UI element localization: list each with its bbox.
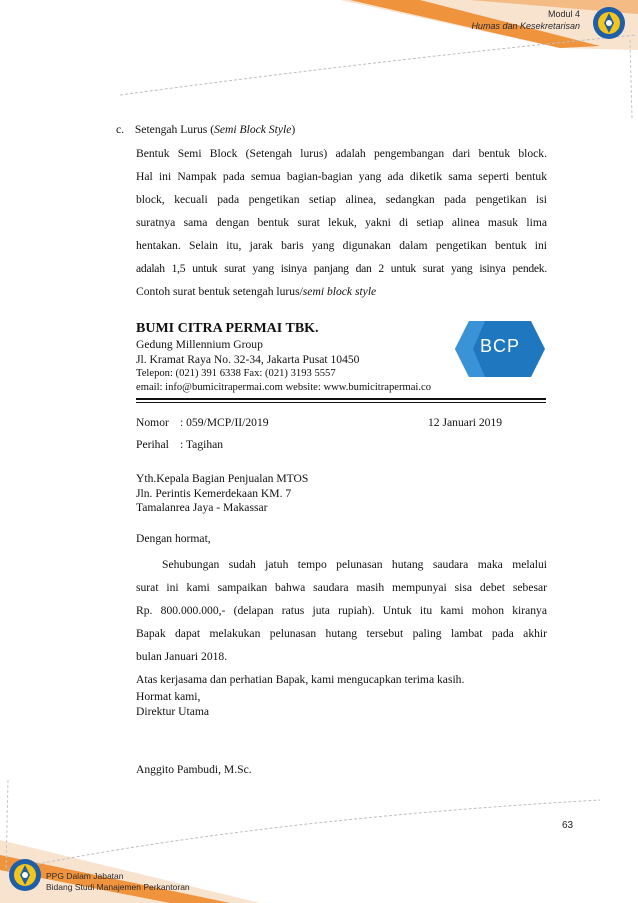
perihal-row	[136, 433, 223, 456]
module-label: Modul 4	[547, 9, 580, 19]
paragraph-line: adalah 1,5 untuk surat yang isinya panjang dan 2 untuk surat yang isinya pendek.	[136, 262, 547, 275]
salutation: Dengan hormat,	[136, 532, 211, 545]
perihal-label: Perihal	[136, 438, 169, 451]
page-number: 63	[562, 820, 574, 831]
paragraph-line: suratnya sama dengan bentuk surat lekuk, yakni di setiap alinea masuk lima	[136, 216, 547, 229]
letter-body-line: Sehubungan sudah jatuh tempo pelunasan hutang saudara maka melalui	[162, 558, 547, 571]
company-name: BUMI CITRA PERMAI TBK.	[136, 321, 319, 336]
paragraph-line: Bentuk Semi Block (Setengah lurus) adalah pengembangan dari bentuk block.	[136, 147, 547, 160]
section-title-close: )	[291, 123, 296, 136]
section-title-plain: Setengah Lurus (	[134, 123, 215, 136]
letter-date: 12 Januari 2019	[428, 416, 503, 429]
footer-line-1: PPG Dalam Jabatan	[46, 871, 124, 881]
nomor-value: : 059/MCP/II/2019	[180, 416, 269, 429]
regards-block	[136, 690, 209, 719]
section-heading	[116, 118, 295, 141]
letter-body-line: Rp. 800.000.000,- (delapan ratus juta rupiah). Untuk itu kami mohon kiranya	[136, 604, 547, 617]
footer-emblem-icon	[8, 858, 42, 892]
emblem-icon	[592, 6, 626, 40]
example-caption: Contoh surat bentuk setengah lurus/semi block style	[136, 285, 377, 298]
recipient-line: Yth.Kepala Bagian Penjualan MTOS	[136, 472, 309, 485]
letterhead-rule-thin	[136, 402, 546, 403]
company-phone: Telepon: (021) 391 6338 Fax: (021) 3193 5557	[136, 368, 336, 379]
recipient-block	[136, 472, 308, 516]
letter-body-line: surat ini kami sampaikan bahwa saudara masih mempunyai sisa debet sebesar	[136, 581, 547, 594]
paragraph-line: Hal ini Nampak pada semua bagian-bagian yang ada diketik sama seperti bentuk	[136, 170, 547, 183]
closing-line: Atas kerjasama dan perhatian Bapak, kami mengucapkan terima kasih.	[136, 673, 465, 686]
perihal-value: : Tagihan	[180, 438, 224, 451]
section-title-italic: Semi Block Style	[214, 123, 292, 136]
company-group: Gedung Millennium Group	[136, 338, 263, 351]
bcp-logo-text: BCP	[479, 336, 520, 356]
letter-body-line: Bapak dapat melakukan pelunasan hutang tersebut paling lambat pada akhir	[136, 627, 547, 640]
nomor-label: Nomor	[136, 416, 169, 429]
paragraph-line: hentakan. Selain itu, jarak baris yang digunakan dalam pengetikan bentuk ini	[136, 239, 547, 252]
recipient-line: Tamalanrea Jaya - Makassar	[136, 501, 268, 514]
recipient-line: Jln. Perintis Kemerdekaan KM. 7	[136, 486, 292, 500]
company-email: email: info@bumicitrapermai.com website: www.bumicitrapermai.co	[136, 381, 432, 393]
letterhead-rule	[136, 398, 546, 400]
letter-body-line: bulan Januari 2018.	[136, 650, 228, 663]
regards: Hormat kami,	[136, 690, 201, 703]
nomor-row	[136, 411, 269, 434]
module-subtitle: Humas dan Kesekretarisan	[471, 21, 580, 31]
position: Direktur Utama	[136, 704, 210, 718]
company-address: Jl. Kramat Raya No. 32-34, Jakarta Pusat 10450	[136, 352, 360, 366]
section-paragraph	[136, 142, 547, 303]
section-marker: c.	[116, 123, 125, 136]
footer-line-2: Bidang Studi Manajemen Perkantoran	[46, 882, 190, 892]
signer-name: Anggito Pambudi, M.Sc.	[136, 763, 252, 776]
letter-body	[136, 553, 547, 691]
paragraph-line: block, kecuali pada pengetikan setiap alinea, sedangkan pada pengetikan isi	[136, 193, 547, 206]
